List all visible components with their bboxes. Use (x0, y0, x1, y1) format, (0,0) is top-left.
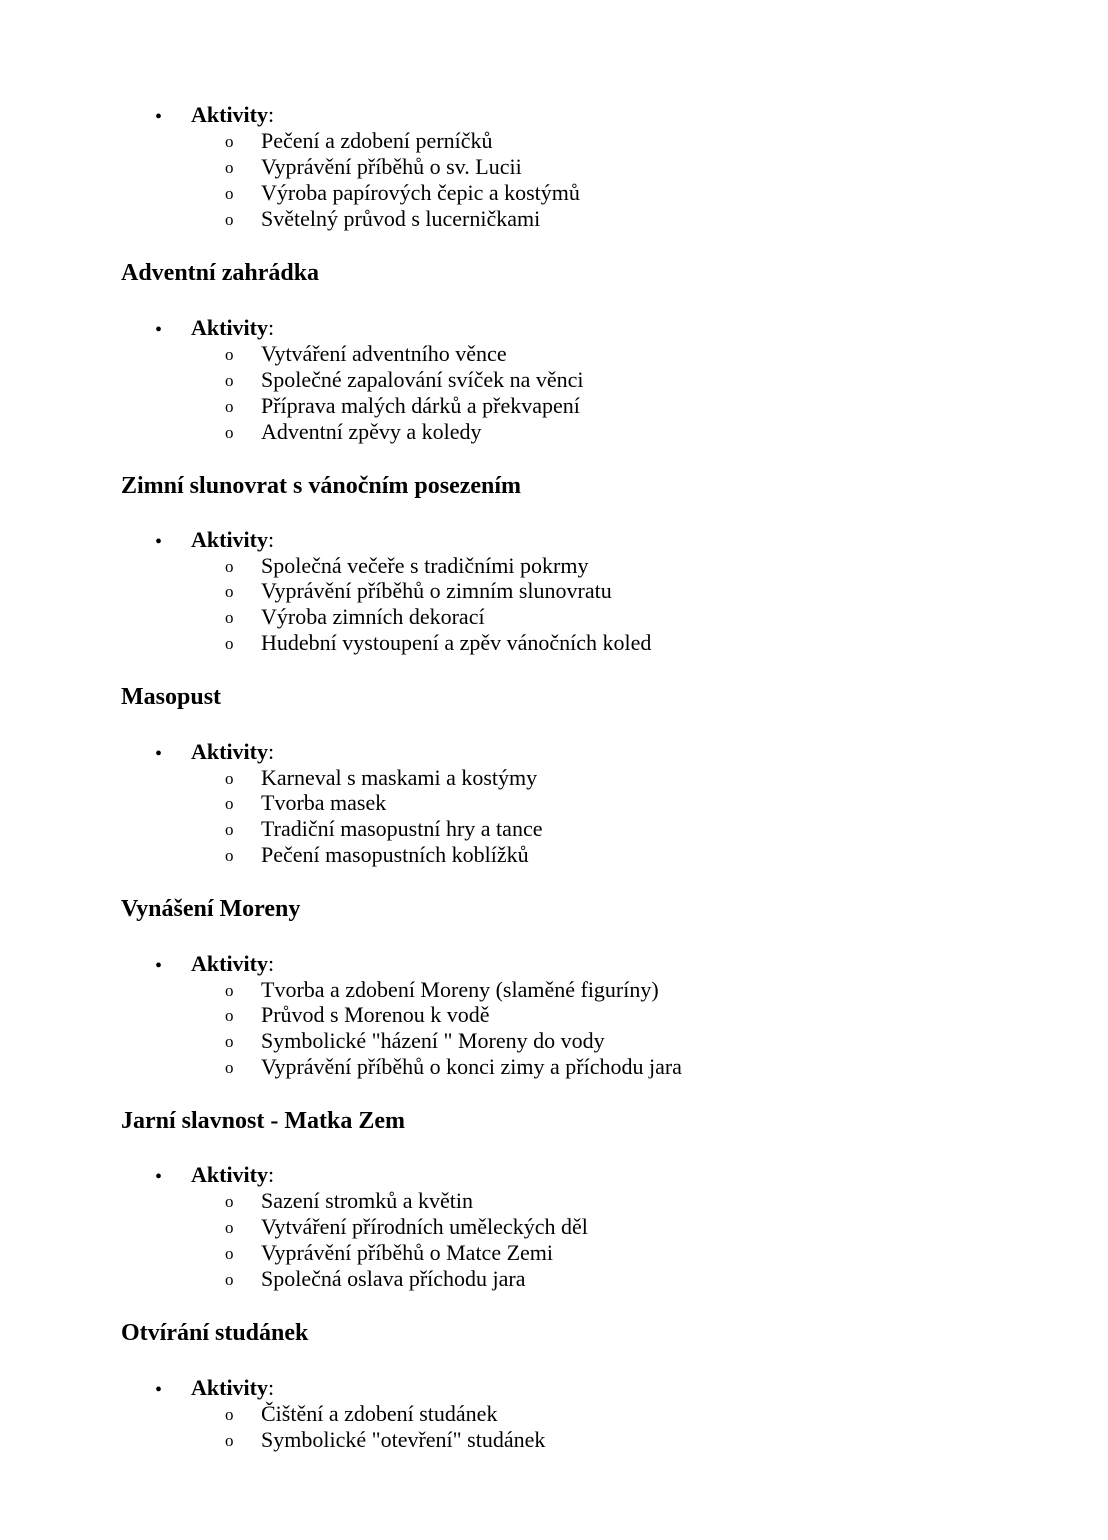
list-item-text: Karneval s maskami a kostýmy (261, 765, 538, 790)
section-heading: Vynášení Moreny (121, 896, 301, 922)
list-item-text: Vyprávění příběhů o sv. Lucii (261, 154, 522, 179)
list-item-text: Výroba zimních dekorací (261, 604, 485, 629)
aktivity-label: Aktivity (191, 951, 268, 976)
aktivity-label: Aktivity (191, 102, 268, 127)
sub-bullet-marker: o (225, 1270, 234, 1289)
list-item-text: Vytváření adventního věnce (261, 341, 507, 366)
bullet-aktivity (0, 315, 1108, 341)
sub-bullet-marker: o (225, 557, 234, 576)
list-item (0, 1188, 1108, 1214)
list-item (0, 578, 1108, 604)
list-item (0, 816, 1108, 842)
bullet-marker: • (155, 1166, 163, 1188)
list-item (0, 1002, 1108, 1028)
bullet-aktivity (0, 1375, 1108, 1401)
list-item (0, 977, 1108, 1003)
bullet-aktivity (0, 527, 1108, 553)
sub-bullet-marker: o (225, 1244, 234, 1263)
bullet-marker: • (155, 955, 163, 977)
list-item (0, 1214, 1108, 1240)
list-item-text: Výroba papírových čepic a kostýmů (261, 180, 580, 205)
aktivity-colon: : (268, 739, 275, 764)
aktivity-label: Aktivity (191, 739, 268, 764)
sub-bullet-marker: o (225, 608, 234, 627)
list-item-text: Tvorba a zdobení Moreny (slaměné figuríny) (261, 977, 659, 1002)
sub-bullet-marker: o (225, 769, 234, 788)
aktivity-colon: : (268, 1375, 275, 1400)
sub-bullet-marker: o (225, 1405, 234, 1424)
list-item (0, 1427, 1108, 1453)
list-item-text: Společná oslava příchodu jara (261, 1266, 526, 1291)
list-item (0, 419, 1108, 445)
list-item-text: Adventní zpěvy a koledy (261, 419, 482, 444)
list-item (0, 206, 1108, 232)
list-item (0, 180, 1108, 206)
list-item-text: Hudební vystoupení a zpěv vánočních koled (261, 630, 652, 655)
sub-bullet-marker: o (225, 846, 234, 865)
section-heading: Otvírání studánek (121, 1320, 309, 1346)
list-item (0, 790, 1108, 816)
list-item-text: Tvorba masek (261, 790, 387, 815)
list-item-text: Příprava malých dárků a překvapení (261, 393, 580, 418)
list-item-text: Světelný průvod s lucerničkami (261, 206, 541, 231)
list-item (0, 553, 1108, 579)
section-heading: Zimní slunovrat s vánočním posezením (121, 473, 522, 499)
aktivity-colon: : (268, 527, 275, 552)
list-item-text: Symbolické "házení " Moreny do vody (261, 1028, 605, 1053)
sub-bullet-marker: o (225, 1218, 234, 1237)
sub-bullet-marker: o (225, 1058, 234, 1077)
sub-bullet-marker: o (225, 423, 234, 442)
list-item (0, 842, 1108, 868)
section-heading: Adventní zahrádka (121, 260, 320, 286)
sub-bullet-marker: o (225, 1032, 234, 1051)
list-item (0, 341, 1108, 367)
sub-bullet-marker: o (225, 158, 234, 177)
bullet-aktivity (0, 1162, 1108, 1188)
list-item (0, 1028, 1108, 1054)
sub-bullet-marker: o (225, 1006, 234, 1025)
bullet-marker: • (155, 319, 163, 341)
list-item (0, 604, 1108, 630)
sub-bullet-marker: o (225, 794, 234, 813)
section-heading: Jarní slavnost - Matka Zem (121, 1108, 405, 1134)
list-item-text: Vyprávění příběhů o zimním slunovratu (261, 578, 612, 603)
aktivity-colon: : (268, 1162, 275, 1187)
list-item (0, 393, 1108, 419)
bullet-marker: • (155, 106, 163, 128)
bullet-marker: • (155, 531, 163, 553)
list-item (0, 1054, 1108, 1080)
sub-bullet-marker: o (225, 820, 234, 839)
sub-bullet-marker: o (225, 371, 234, 390)
aktivity-label: Aktivity (191, 1375, 268, 1400)
section-heading: Masopust (121, 684, 222, 710)
list-item (0, 1266, 1108, 1292)
list-item (0, 765, 1108, 791)
list-item (0, 154, 1108, 180)
aktivity-label: Aktivity (191, 1162, 268, 1187)
bullet-marker: • (155, 1379, 163, 1401)
sub-bullet-marker: o (225, 1431, 234, 1450)
sub-bullet-marker: o (225, 345, 234, 364)
sub-bullet-marker: o (225, 184, 234, 203)
list-item-text: Čištění a zdobení studánek (261, 1401, 498, 1426)
aktivity-colon: : (268, 951, 275, 976)
list-item (0, 367, 1108, 393)
list-item-text: Pečení masopustních koblížků (261, 842, 529, 867)
list-item (0, 1401, 1108, 1427)
bullet-marker: • (155, 743, 163, 765)
list-item-text: Vyprávění příběhů o Matce Zemi (261, 1240, 554, 1265)
list-item-text: Společná večeře s tradičními pokrmy (261, 553, 589, 578)
bullet-aktivity (0, 739, 1108, 765)
sub-bullet-marker: o (225, 397, 234, 416)
list-item-text: Pečení a zdobení perníčků (261, 128, 493, 153)
list-item-text: Průvod s Morenou k vodě (261, 1002, 490, 1027)
sub-bullet-marker: o (225, 1192, 234, 1211)
aktivity-label: Aktivity (191, 315, 268, 340)
sub-bullet-marker: o (225, 634, 234, 653)
list-item-text: Společné zapalování svíček na věnci (261, 367, 584, 392)
sub-bullet-marker: o (225, 981, 234, 1000)
list-item (0, 1240, 1108, 1266)
aktivity-label: Aktivity (191, 527, 268, 552)
list-item-text: Vyprávění příběhů o konci zimy a příchodu jara (261, 1054, 682, 1079)
list-item (0, 128, 1108, 154)
list-item-text: Tradiční masopustní hry a tance (261, 816, 543, 841)
list-item-text: Vytváření přírodních uměleckých děl (261, 1214, 588, 1239)
bullet-aktivity (0, 102, 1108, 128)
list-item-text: Sazení stromků a květin (261, 1188, 474, 1213)
sub-bullet-marker: o (225, 132, 234, 151)
sub-bullet-marker: o (225, 582, 234, 601)
list-item-text: Symbolické "otevření" studánek (261, 1427, 546, 1452)
aktivity-colon: : (268, 315, 275, 340)
bullet-aktivity (0, 951, 1108, 977)
sub-bullet-marker: o (225, 210, 234, 229)
list-item (0, 630, 1108, 656)
aktivity-colon: : (268, 102, 275, 127)
